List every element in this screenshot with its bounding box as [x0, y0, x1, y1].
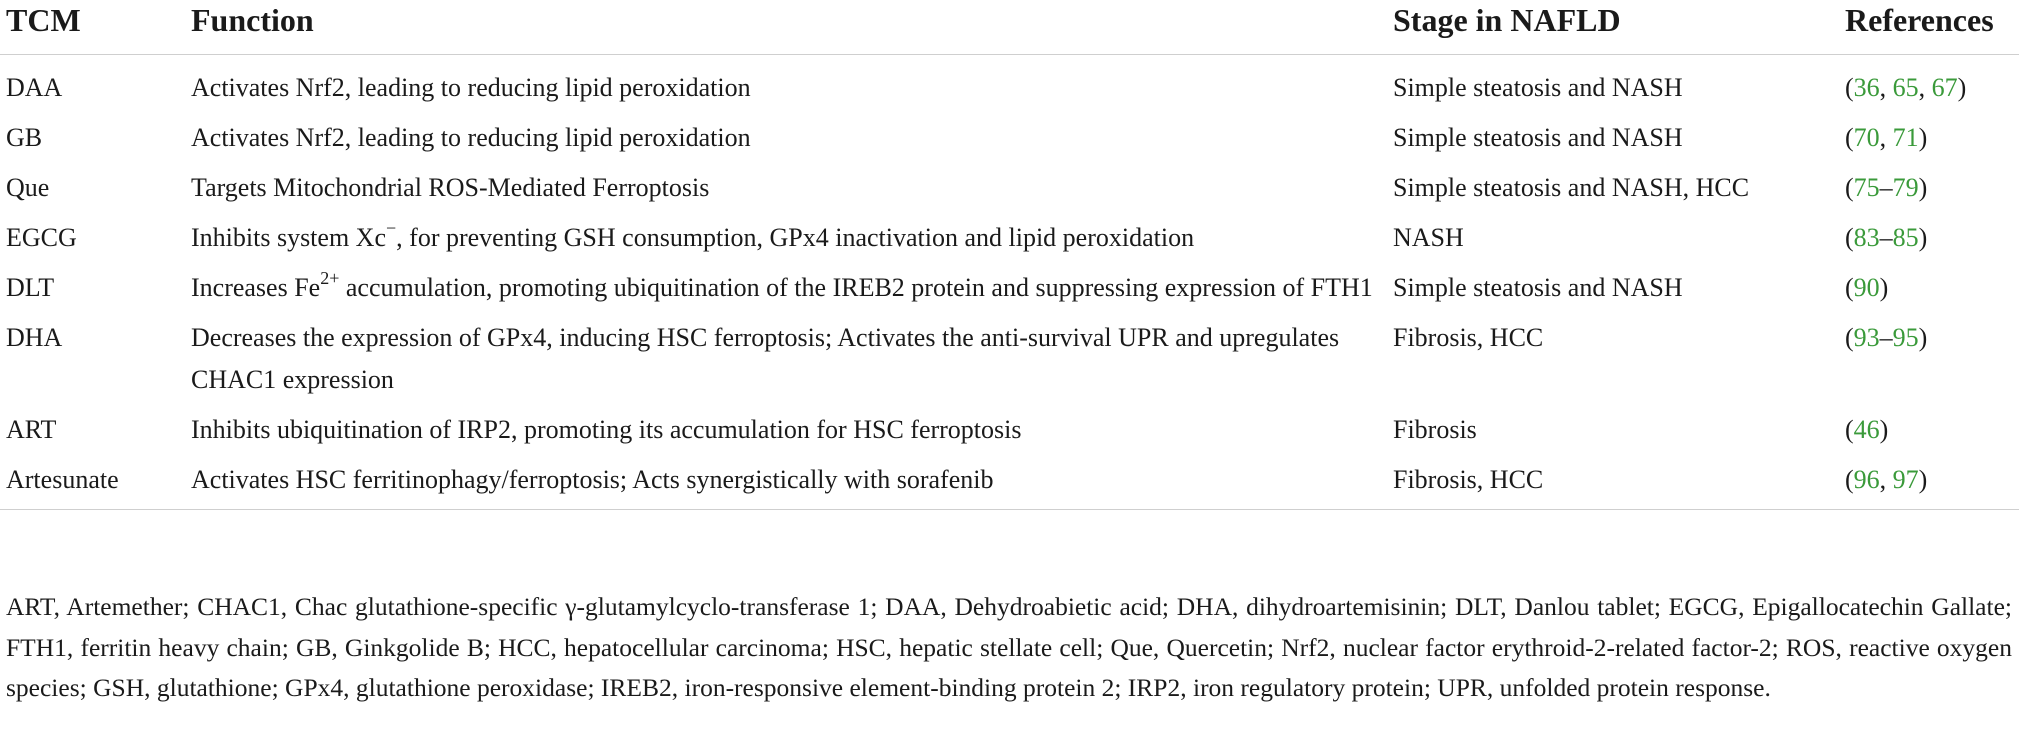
reference-link[interactable]: 46	[1853, 415, 1880, 444]
ref-paren-close: )	[1918, 173, 1928, 202]
reference-link[interactable]: 67	[1931, 73, 1958, 102]
cell-tcm: DHA	[6, 323, 63, 352]
function-superscript: 2+	[320, 268, 340, 289]
table-row	[0, 403, 2019, 453]
ref-paren-close: )	[1879, 273, 1889, 302]
ref-paren-open: (	[1845, 273, 1854, 302]
table-row	[0, 55, 2019, 112]
cell-function: Targets Mitochondrial ROS-Mediated Ferroptosis	[191, 173, 710, 202]
table-row	[0, 161, 2019, 211]
ref-paren-open: (	[1845, 173, 1854, 202]
reference-link[interactable]: 85	[1892, 223, 1919, 252]
cell-references	[1845, 161, 2019, 211]
function-text-pre: Inhibits system Xc	[191, 223, 386, 252]
ref-separator: –	[1879, 223, 1893, 252]
reference-link[interactable]: 36	[1853, 73, 1880, 102]
ref-separator: –	[1879, 173, 1893, 202]
reference-link[interactable]: 97	[1892, 465, 1919, 494]
reference-link[interactable]: 96	[1853, 465, 1880, 494]
ref-separator: ,	[1918, 73, 1932, 102]
cell-stage: Simple steatosis and NASH	[1393, 273, 1683, 302]
cell-stage: Simple steatosis and NASH	[1393, 123, 1683, 152]
ref-paren-close: )	[1918, 123, 1928, 152]
table-row	[0, 311, 2019, 403]
cell-tcm: Artesunate	[0, 453, 191, 510]
cell-tcm: GB	[6, 123, 43, 152]
function-superscript: −	[386, 218, 397, 239]
reference-link[interactable]: 95	[1892, 323, 1919, 352]
reference-link[interactable]: 75	[1853, 173, 1880, 202]
table-footnote: ART, Artemether; CHAC1, Chac glutathione-specific γ-glutamylcyclo-transferase 1; DAA, Dehydroabietic acid; DHA, dihydroartemisinin; DLT, Danlou tablet; EGCG, Epigallocatechin Gallate; FTH1, ferritin heavy chain; GB, Ginkgolide B; HCC, hepatocellular carcinoma; HSC, hepatic stellate cell; Que, Quercetin; Nrf2, nuclear factor erythroid-2-related factor-2; ROS, reactive oxygen species; GSH, glutathione; GPx4, glutathione peroxidase; IREB2, iron-responsive element-binding protein 2; IRP2, iron regulatory protein; UPR, unfolded protein response.	[6, 592, 2012, 702]
ref-paren-open: (	[1845, 223, 1854, 252]
ref-separator: –	[1879, 323, 1893, 352]
cell-tcm: DAA	[6, 73, 63, 102]
cell-function: Decreases the expression of GPx4, inducing HSC ferroptosis; Activates the anti-survival UPR and upregulates CHAC1 expression	[191, 323, 1340, 394]
cell-references	[1845, 261, 2019, 311]
cell-tcm: ART	[6, 415, 57, 444]
ref-paren-close: )	[1879, 415, 1889, 444]
cell-references	[1845, 311, 2019, 403]
cell-function: Activates Nrf2, leading to reducing lipid peroxidation	[191, 73, 751, 102]
cell-tcm: EGCG	[6, 223, 77, 252]
cell-function	[191, 261, 1393, 311]
cell-function: Activates Nrf2, leading to reducing lipid peroxidation	[191, 123, 751, 152]
cell-references	[1845, 403, 2019, 453]
ref-paren-close: )	[1918, 223, 1928, 252]
reference-link[interactable]: 71	[1892, 123, 1919, 152]
cell-function	[191, 211, 1393, 261]
reference-link[interactable]: 90	[1853, 273, 1880, 302]
header-function: Function	[191, 0, 1393, 55]
reference-link[interactable]: 93	[1853, 323, 1880, 352]
cell-function: Activates HSC ferritinophagy/ferroptosis; Acts synergistically with sorafenib	[191, 453, 1393, 510]
cell-tcm: DLT	[6, 273, 55, 302]
ref-paren-close: )	[1957, 73, 1967, 102]
ref-paren-open: (	[1845, 465, 1854, 494]
table-row	[0, 453, 2019, 510]
table-body	[0, 55, 2019, 510]
ref-separator: ,	[1879, 123, 1893, 152]
ref-paren-close: )	[1918, 465, 1928, 494]
ref-separator: ,	[1879, 73, 1893, 102]
ref-separator: ,	[1879, 465, 1893, 494]
cell-references	[1845, 453, 2019, 510]
function-text-post: , for preventing GSH consumption, GPx4 inactivation and lipid peroxidation	[396, 223, 1195, 252]
cell-function: Inhibits ubiquitination of IRP2, promoting its accumulation for HSC ferroptosis	[191, 415, 1022, 444]
header-row	[0, 0, 2019, 55]
reference-link[interactable]: 83	[1853, 223, 1880, 252]
ref-paren-open: (	[1845, 323, 1854, 352]
cell-stage: NASH	[1393, 223, 1464, 252]
cell-references	[1845, 111, 2019, 161]
table-row	[0, 111, 2019, 161]
function-text-post: accumulation, promoting ubiquitination of the IREB2 protein and suppressing expression of FTH1	[339, 273, 1373, 302]
header-tcm: TCM	[0, 0, 191, 55]
cell-stage: Fibrosis	[1393, 415, 1477, 444]
cell-stage: Fibrosis, HCC	[1393, 453, 1845, 510]
function-text-pre: Increases Fe	[191, 273, 321, 302]
reference-link[interactable]: 65	[1892, 73, 1919, 102]
cell-references	[1845, 55, 2019, 112]
cell-stage: Fibrosis, HCC	[1393, 323, 1544, 352]
table-row	[0, 211, 2019, 261]
cell-references	[1845, 211, 2019, 261]
reference-link[interactable]: 79	[1892, 173, 1919, 202]
table-row	[0, 261, 2019, 311]
cell-tcm: Que	[6, 173, 50, 202]
ref-paren-close: )	[1918, 323, 1928, 352]
header-references: References	[1845, 0, 2019, 55]
cell-stage: Simple steatosis and NASH, HCC	[1393, 173, 1750, 202]
ref-paren-open: (	[1845, 415, 1854, 444]
cell-stage: Simple steatosis and NASH	[1393, 73, 1683, 102]
ref-paren-open: (	[1845, 73, 1854, 102]
ref-paren-open: (	[1845, 123, 1854, 152]
header-stage: Stage in NAFLD	[1393, 0, 1845, 55]
reference-link[interactable]: 70	[1853, 123, 1880, 152]
